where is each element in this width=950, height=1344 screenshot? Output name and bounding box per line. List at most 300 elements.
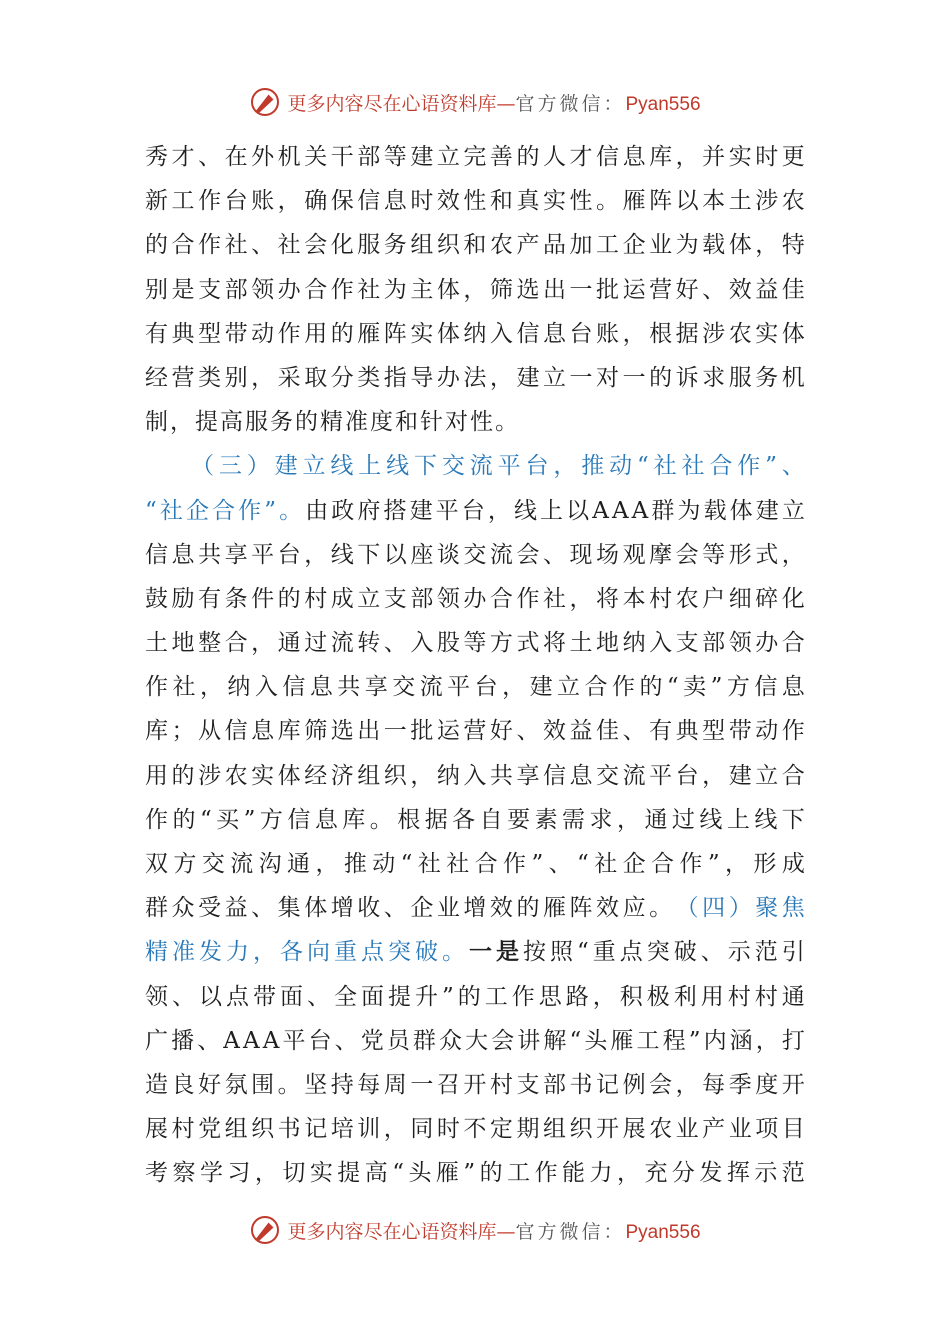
text-char: 立 [302, 453, 326, 480]
text-char: 土 [569, 630, 593, 657]
text-char: 企 [410, 895, 434, 922]
text-char: 期 [516, 1116, 540, 1143]
text-char: 账 [596, 320, 620, 347]
watermark-dash: — [496, 92, 516, 115]
text-char: 品 [542, 232, 566, 259]
text-char: 享 [364, 674, 388, 701]
text-char: 线 [699, 806, 723, 833]
text-char: 本 [622, 585, 646, 612]
text-char: 企 [185, 497, 209, 524]
text-char: 筛 [304, 718, 328, 745]
text-char: 别 [224, 364, 248, 391]
text-char: 解 [543, 1027, 567, 1054]
text-char: 通 [287, 851, 311, 877]
text-char: 和 [489, 188, 513, 215]
text-char: 立 [755, 762, 779, 789]
text-char: 下 [781, 806, 805, 833]
text-char: 组 [542, 1116, 566, 1143]
text-char: 持 [330, 1071, 354, 1098]
text-char: 一 [383, 718, 407, 745]
text-char: 通 [644, 806, 668, 833]
text-char: ” [243, 806, 256, 833]
text-char: 作 [145, 806, 168, 833]
text-char: 台 [569, 320, 593, 347]
text-char: 打 [781, 1027, 805, 1054]
text-char: 通 [277, 630, 301, 657]
text-char: ， [781, 541, 805, 568]
pen-nib-logo-icon [249, 1214, 281, 1246]
text-char: 导 [410, 364, 434, 391]
text-char: 纳 [227, 674, 251, 701]
text-char: 建 [529, 674, 553, 701]
text-char: 工 [484, 983, 508, 1010]
text-char: 、 [781, 453, 805, 480]
text-char: 村 [489, 1071, 513, 1098]
text-char: 机 [277, 144, 301, 170]
text-char: 每 [357, 1071, 381, 1098]
text-char: 合 [781, 630, 805, 657]
text-char: 下 [357, 541, 381, 568]
text-char: 。 [277, 1071, 301, 1098]
text-char: 上 [726, 806, 750, 833]
text-char: 政 [331, 497, 355, 524]
text-char: 入 [254, 674, 278, 701]
text-char: 造 [145, 1071, 168, 1098]
text-line [145, 312, 805, 356]
text-char: 支 [675, 630, 699, 657]
text-char: 流 [489, 541, 513, 568]
text-char: 别 [145, 276, 168, 303]
text-char: 农 [649, 1116, 673, 1143]
text-char: 支 [383, 585, 407, 612]
text-char: ， [253, 939, 276, 966]
text-char: 极 [646, 983, 670, 1010]
text-char: 四 [702, 895, 726, 922]
text-char: 营 [649, 276, 673, 303]
text-char: 效 [542, 718, 566, 745]
text-char: 作 [330, 276, 354, 303]
text-char: 下 [414, 453, 437, 480]
text-char: 面 [280, 983, 303, 1010]
text-char: 选 [330, 718, 354, 745]
text-char: 双 [145, 851, 168, 877]
text-char: 提 [388, 983, 411, 1010]
text-char: ， [277, 188, 301, 215]
text-char: “ [666, 674, 679, 701]
text-char: 鼓 [145, 585, 168, 612]
text-char: 整 [198, 630, 222, 657]
text-char: 涵 [729, 1027, 753, 1054]
text-char: 记 [304, 1116, 328, 1143]
text-char: 件 [251, 585, 275, 612]
text-char: 产 [516, 232, 540, 259]
text-char: “ [577, 939, 589, 966]
text-char: 体 [781, 320, 805, 347]
text-char: 化 [781, 585, 805, 612]
text-char: 应 [622, 895, 646, 922]
text-char: 集 [277, 895, 301, 922]
text-char: 平 [497, 453, 521, 480]
text-line [145, 1151, 805, 1195]
text-char: 以 [199, 983, 222, 1010]
text-char: 观 [622, 541, 646, 568]
text-char: 办 [755, 630, 779, 657]
text-char: 益 [569, 718, 593, 745]
text-char: ， [569, 585, 593, 612]
text-char: 特 [781, 232, 805, 259]
text-char: 支 [516, 1071, 540, 1098]
text-char: 社 [542, 585, 566, 612]
text-char: 部 [410, 585, 434, 612]
text-segment: 制，提高服务的精准度和针对性。 [145, 409, 520, 436]
text-char: ” [442, 983, 454, 1010]
text-char: 方 [489, 630, 513, 657]
text-char: 全 [334, 983, 357, 1010]
text-char: 示 [727, 939, 751, 966]
text-char: 示 [754, 1160, 778, 1187]
text-char: 雁 [622, 188, 646, 215]
text-char: 息 [781, 674, 805, 701]
text-char: 展 [622, 1116, 646, 1143]
watermark-dash: — [496, 1220, 516, 1243]
text-char: 雁 [542, 895, 566, 922]
text-char: 、 [383, 630, 407, 657]
text-char: 破 [415, 939, 438, 966]
text-char: 村 [754, 983, 778, 1010]
text-char: 季 [728, 1071, 752, 1098]
text-char: 同 [410, 1116, 434, 1143]
text-char: 用 [145, 762, 168, 789]
text-char: 息 [383, 188, 407, 215]
text-line [145, 268, 805, 312]
text-char: 谈 [436, 541, 460, 568]
text-char: 息 [309, 674, 333, 701]
text-char: 据 [675, 320, 699, 347]
text-char: 部 [702, 630, 726, 657]
text-char: 广 [145, 1027, 168, 1054]
text-char: 型 [702, 718, 726, 745]
text-char: 式 [755, 541, 779, 568]
text-char: ， [463, 276, 487, 303]
text-char: 重 [592, 939, 616, 966]
text-char: 思 [538, 983, 562, 1010]
text-char: 务 [383, 232, 407, 259]
text-char: 一 [410, 1071, 434, 1098]
text-char: 突 [646, 939, 670, 966]
text-char: 效 [728, 276, 752, 303]
text-char: 社 [417, 851, 441, 877]
text-char: 息 [314, 806, 338, 833]
text-char: 农 [675, 585, 699, 612]
text-line [145, 444, 805, 488]
text-char: 信 [516, 320, 540, 347]
text-char: 合 [304, 276, 328, 303]
text-char: 入 [649, 630, 673, 657]
text-char: 。 [369, 806, 393, 833]
text-char: 聚 [755, 895, 779, 922]
text-char: 时 [755, 144, 779, 170]
text-char: 等 [702, 541, 726, 568]
text-char: 有 [649, 718, 673, 745]
text-line [145, 577, 805, 621]
text-char: 享 [516, 762, 540, 789]
text-char: 动 [755, 718, 779, 745]
text-char: ” [531, 851, 544, 877]
text-char: 作 [781, 718, 805, 745]
text-char: 会 [516, 541, 540, 568]
text-char: 形 [728, 541, 752, 568]
text-line [145, 489, 805, 533]
text-char: 办 [277, 276, 301, 303]
text-char: 采 [277, 364, 301, 391]
text-char: 立 [542, 364, 566, 391]
text-char: 大 [465, 1027, 489, 1054]
text-char: 力 [226, 939, 249, 966]
text-char: 共 [489, 762, 513, 789]
text-char: 作 [679, 851, 703, 877]
text-char: ， [616, 1160, 640, 1187]
text-char: “ [392, 1160, 404, 1187]
text-char: ， [199, 674, 223, 701]
text-char: 方 [173, 851, 197, 877]
text-char: 过 [304, 630, 328, 657]
text-char: ， [592, 983, 616, 1010]
text-char: 的 [457, 983, 481, 1010]
text-char: 增 [463, 895, 487, 922]
text-char: 化 [330, 232, 354, 259]
text-char: 各 [452, 806, 476, 833]
text-char: 平 [251, 541, 275, 568]
text-char: 。 [279, 497, 303, 524]
text-char: 的 [145, 232, 168, 259]
text-char: 才 [569, 144, 593, 170]
text-char: 秀 [145, 144, 168, 170]
text-char: 流 [330, 630, 354, 657]
text-char: 例 [622, 1071, 646, 1098]
text-char: 的 [649, 364, 673, 391]
text-char: 线 [513, 497, 537, 524]
text-char: 才 [171, 144, 195, 170]
text-char: 精 [145, 939, 168, 966]
text-char: A [262, 1027, 280, 1054]
text-char: 展 [145, 1116, 168, 1143]
text-char: 组 [357, 762, 381, 789]
text-char: 。 [649, 895, 673, 922]
text-char: 开 [596, 1116, 620, 1143]
text-line [145, 754, 805, 798]
text-char: 讲 [517, 1027, 541, 1054]
text-char: 利 [673, 983, 697, 1010]
text-line [145, 842, 805, 886]
text-char: 在 [224, 144, 248, 170]
text-char: 以 [566, 497, 590, 524]
text-char: 办 [463, 585, 487, 612]
text-char: 信 [282, 674, 306, 701]
text-char: 类 [198, 364, 222, 391]
text-char: 流 [622, 762, 646, 789]
text-char: 组 [410, 232, 434, 259]
text-char: 信 [224, 718, 248, 745]
text-char: 业 [436, 895, 460, 922]
text-char: 线 [754, 806, 778, 833]
text-char: 工 [596, 232, 620, 259]
text-char: 阵 [649, 188, 673, 215]
text-char: 账 [251, 188, 275, 215]
text-char: 受 [198, 895, 222, 922]
text-char: 流 [469, 453, 493, 480]
text-char: 求 [589, 806, 613, 833]
text-char: 转 [357, 630, 381, 657]
text-char: 上 [540, 497, 564, 524]
text-char: 过 [671, 806, 695, 833]
text-char: 善 [489, 144, 513, 170]
text-char: 根 [649, 320, 673, 347]
text-char: 为 [383, 276, 407, 303]
text-char: 台 [461, 497, 485, 524]
text-char: A [223, 1027, 240, 1054]
text-char: 重 [334, 939, 357, 966]
text-char: 好 [489, 718, 513, 745]
text-char: 有 [145, 320, 168, 347]
text-char: 员 [386, 1027, 410, 1054]
text-char: 经 [304, 762, 328, 789]
text-char: ” [264, 497, 276, 524]
text-char: 通 [781, 983, 805, 1010]
text-char: （ [675, 895, 699, 922]
text-char: 会 [675, 541, 699, 568]
text-char: 积 [619, 983, 643, 1010]
text-char: 领 [728, 630, 752, 657]
text-char: 确 [304, 188, 328, 215]
text-char: 、 [251, 232, 275, 259]
text-char: 营 [463, 718, 487, 745]
text-char: 素 [534, 806, 558, 833]
text-char: 台 [277, 541, 301, 568]
text-char: 实 [251, 762, 275, 789]
text-char: 时 [436, 1116, 460, 1143]
text-line [145, 975, 805, 1019]
text-char: 涉 [702, 320, 726, 347]
text-char: 等 [463, 630, 487, 657]
text-char: 党 [198, 1116, 222, 1143]
text-char: 各 [280, 939, 303, 966]
text-char: 村 [727, 983, 751, 1010]
text-char: 带 [728, 718, 752, 745]
text-char: 组 [224, 1116, 248, 1143]
text-char: 周 [383, 1071, 407, 1098]
text-char: 信 [542, 762, 566, 789]
text-char: 路 [565, 983, 589, 1010]
text-char: 准 [172, 939, 195, 966]
text-char: 纳 [622, 630, 646, 657]
text-char: 根 [397, 806, 421, 833]
text-char: 一 [569, 364, 593, 391]
text-char: 线 [386, 453, 410, 480]
text-char: 典 [171, 320, 195, 347]
text-char: 立 [781, 497, 805, 524]
text-char: 社 [653, 453, 677, 480]
text-char: ， [410, 762, 434, 789]
text-char: 线 [330, 541, 354, 568]
text-char: 户 [702, 585, 726, 612]
text-char: “ [145, 497, 157, 524]
text-char: 体 [728, 232, 752, 259]
text-char: 党 [360, 1027, 384, 1054]
text-char: 建 [410, 144, 434, 170]
text-char: 更 [781, 144, 805, 170]
text-char: 买 [216, 806, 240, 833]
text-char: 农 [224, 762, 248, 789]
text-char: ； [171, 718, 195, 745]
text-char: 产 [702, 1116, 726, 1143]
text-char: 式 [516, 630, 540, 657]
text-char: 为 [675, 232, 699, 259]
text-char: 的 [639, 674, 663, 701]
text-line [145, 1107, 805, 1151]
text-char: A [592, 497, 609, 524]
text-char: 、 [700, 939, 724, 966]
text-char: 项 [755, 1116, 779, 1143]
text-char: 社 [224, 232, 248, 259]
text-char: 搭 [383, 497, 407, 524]
text-char: 上 [358, 453, 382, 480]
text-char: 励 [171, 585, 195, 612]
text-char: ” [710, 674, 723, 701]
text-char: ， [315, 851, 339, 877]
text-char: 动 [609, 453, 633, 480]
text-line [145, 709, 805, 753]
text-char: 型 [198, 320, 222, 347]
text-line [145, 223, 805, 267]
text-char: 运 [436, 718, 460, 745]
text-char: 定 [489, 1116, 513, 1143]
text-char: 动 [251, 320, 275, 347]
watermark-site: 更多内容尽在心语资料库 [287, 1220, 497, 1243]
text-char: 由 [305, 497, 329, 524]
text-char: ， [553, 453, 577, 480]
text-char: 一 [469, 938, 492, 966]
text-char: 外 [251, 144, 275, 170]
text-char: 本 [702, 188, 726, 215]
text-char: 现 [569, 541, 593, 568]
text-char: 成 [330, 585, 354, 612]
text-char: ， [755, 232, 779, 259]
text-char: 领 [436, 585, 460, 612]
text-char: 建 [409, 497, 433, 524]
text-char: 雁 [435, 1160, 459, 1187]
text-char: 作 [198, 188, 222, 215]
text-char: 平 [435, 497, 459, 524]
text-char: 交 [392, 674, 416, 701]
text-char: 以 [675, 188, 699, 215]
text-char: 面 [361, 983, 384, 1010]
text-char: 的 [172, 806, 196, 833]
text-char: 工 [171, 188, 195, 215]
text-char: 条 [224, 585, 248, 612]
text-char: 领 [251, 276, 275, 303]
text-char: 合 [171, 232, 195, 259]
text-char: 合 [212, 497, 236, 524]
text-char: 点 [361, 939, 384, 966]
text-char: 体 [436, 276, 460, 303]
text-line [145, 930, 805, 974]
text-char: 土 [145, 630, 168, 657]
text-char: 村 [171, 1116, 195, 1143]
text-char: 领 [145, 983, 168, 1010]
text-char: 习 [227, 1160, 251, 1187]
text-char: 作 [511, 983, 535, 1010]
text-char: 能 [562, 1160, 586, 1187]
